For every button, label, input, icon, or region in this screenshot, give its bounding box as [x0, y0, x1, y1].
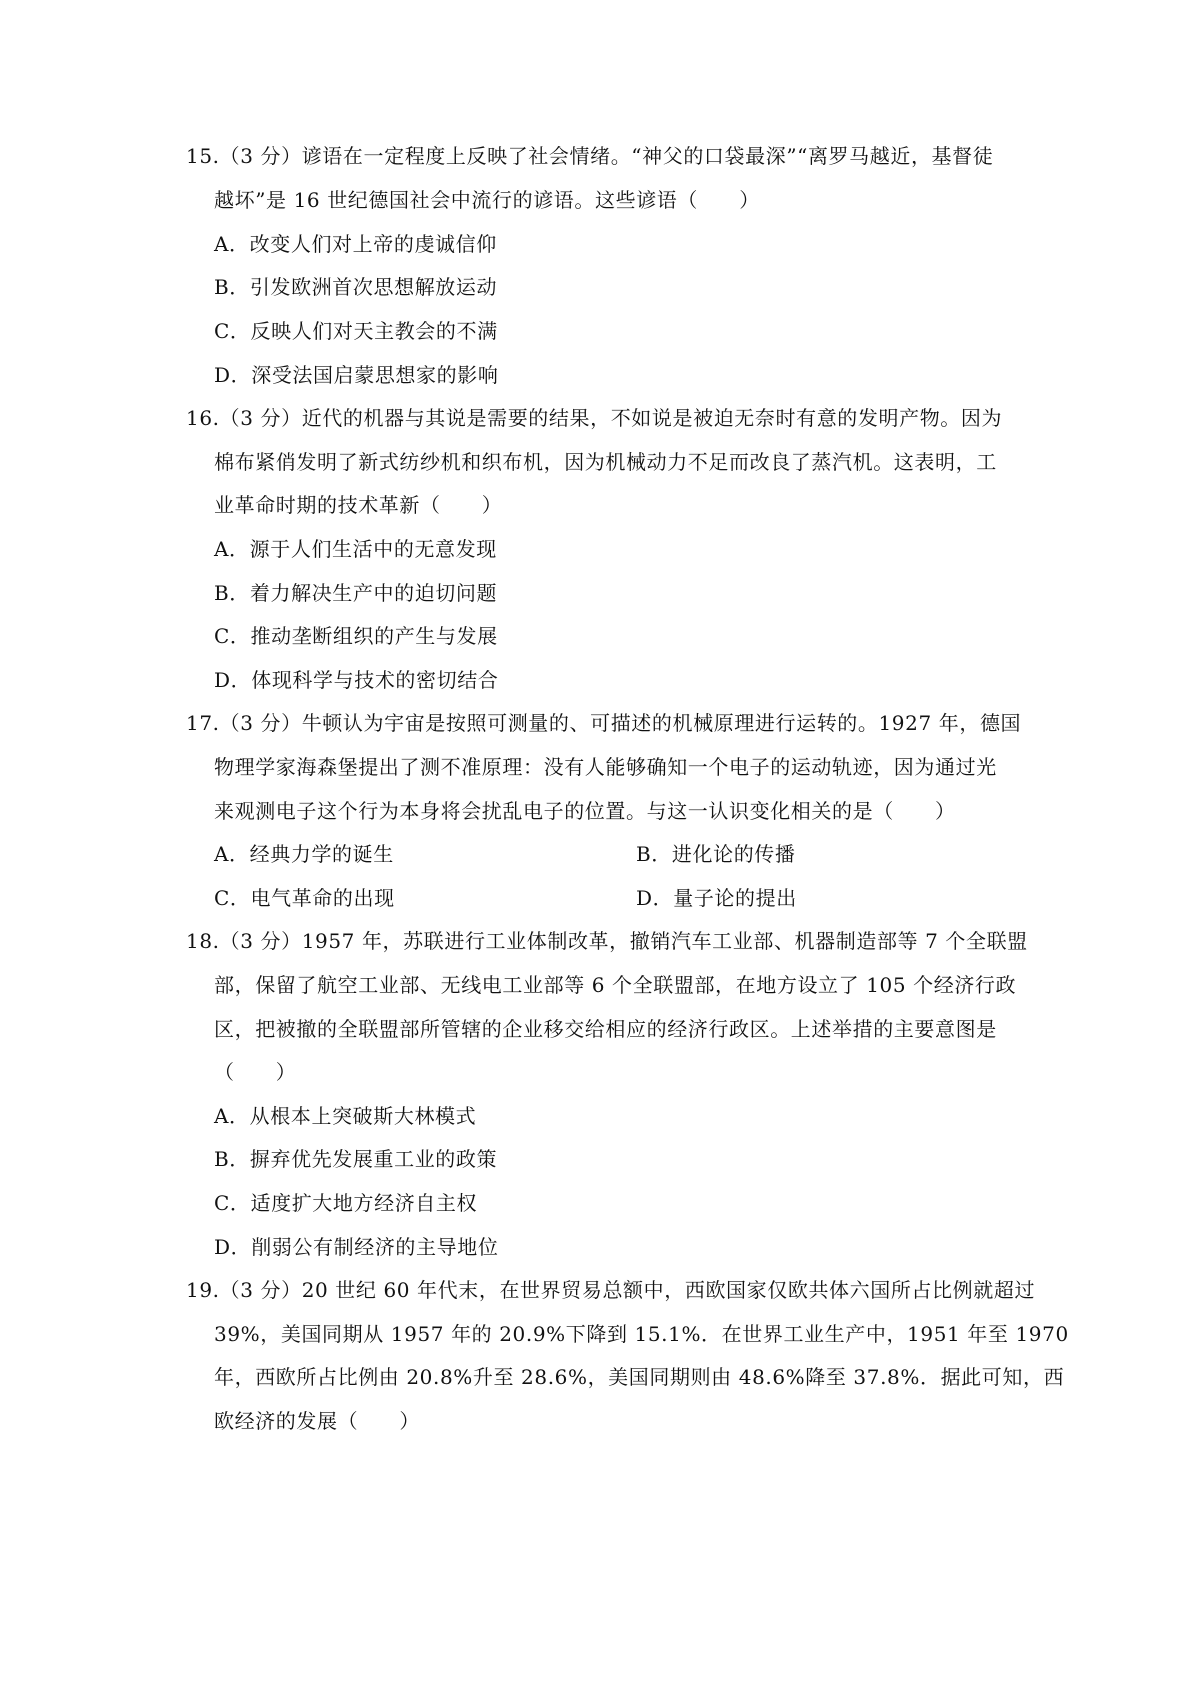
option-a: A．从根本上突破斯大林模式 [214, 1104, 477, 1128]
option-c: C．反映人们对天主教会的不满 [214, 319, 498, 343]
option-a: A．经典力学的诞生 [214, 842, 394, 866]
question-stem-line: 16.（3 分）近代的机器与其说是需要的结果，不如说是被迫无奈时有意的发明产物。因为 [186, 406, 1003, 430]
option-c: C．推动垄断组织的产生与发展 [214, 624, 498, 648]
option-b: B．进化论的传播 [636, 842, 796, 866]
question-stem-line: 区，把被撤的全联盟部所管辖的企业移交给相应的经济行政区。上述举措的主要意图是 [214, 1017, 997, 1041]
question-stem-line: 39%，美国同期从 1957 年的 20.9%下降到 15.1%．在世界工业生产中，1951 年至 1970 [214, 1322, 1069, 1346]
question-stem-line: 来观测电子这个行为本身将会扰乱电子的位置。与这一认识变化相关的是（ ） [214, 799, 956, 823]
option-b: B．着力解决生产中的迫切问题 [214, 581, 498, 605]
question-stem-line: 棉布紧俏发明了新式纺纱机和织布机，因为机械动力不足而改良了蒸汽机。这表明，工 [214, 450, 997, 474]
question-stem-line: 部，保留了航空工业部、无线电工业部等 6 个全联盟部，在地方设立了 105 个经济行政 [214, 973, 1017, 997]
question-stem-line: 物理学家海森堡提出了测不准原理：没有人能够确知一个电子的运动轨迹，因为通过光 [214, 755, 997, 779]
question-stem-line: 18.（3 分）1957 年，苏联进行工业体制改革，撤销汽车工业部、机器制造部等 7 个全联盟 [186, 929, 1028, 953]
option-d: D．体现科学与技术的密切结合 [214, 668, 499, 692]
option-d: D．量子论的提出 [636, 886, 797, 910]
question-stem-line: 欧经济的发展（ ） [214, 1409, 420, 1433]
answer-blank: （ ） [214, 1060, 297, 1084]
option-d: D．削弱公有制经济的主导地位 [214, 1235, 499, 1259]
option-c: C．适度扩大地方经济自主权 [214, 1191, 478, 1215]
option-d: D．深受法国启蒙思想家的影响 [214, 363, 499, 387]
option-c: C．电气革命的出现 [214, 886, 395, 910]
question-stem-line: 年，西欧所占比例由 20.8%升至 28.6%，美国同期则由 48.6%降至 37.8%．据此可知，西 [214, 1365, 1065, 1389]
option-a: A．改变人们对上帝的虔诚信仰 [214, 232, 497, 256]
question-stem-line: 19.（3 分）20 世纪 60 年代末，在世界贸易总额中，西欧国家仅欧共体六国所占比例就超过 [186, 1278, 1036, 1302]
question-stem-line: 15.（3 分）谚语在一定程度上反映了社会情绪。“神父的口袋最深”“离罗马越近，基督徒 [186, 144, 994, 168]
question-stem-line: 17.（3 分）牛顿认为宇宙是按照可测量的、可描述的机械原理进行运转的。1927 年，德国 [186, 711, 1022, 735]
option-b: B．引发欧洲首次思想解放运动 [214, 275, 498, 299]
option-b: B．摒弃优先发展重工业的政策 [214, 1147, 498, 1171]
question-stem-line: 业革命时期的技术革新（ ） [214, 493, 503, 517]
option-a: A．源于人们生活中的无意发现 [214, 537, 497, 561]
question-stem-line: 越坏”是 16 世纪德国社会中流行的谚语。这些谚语（ ） [214, 188, 760, 212]
